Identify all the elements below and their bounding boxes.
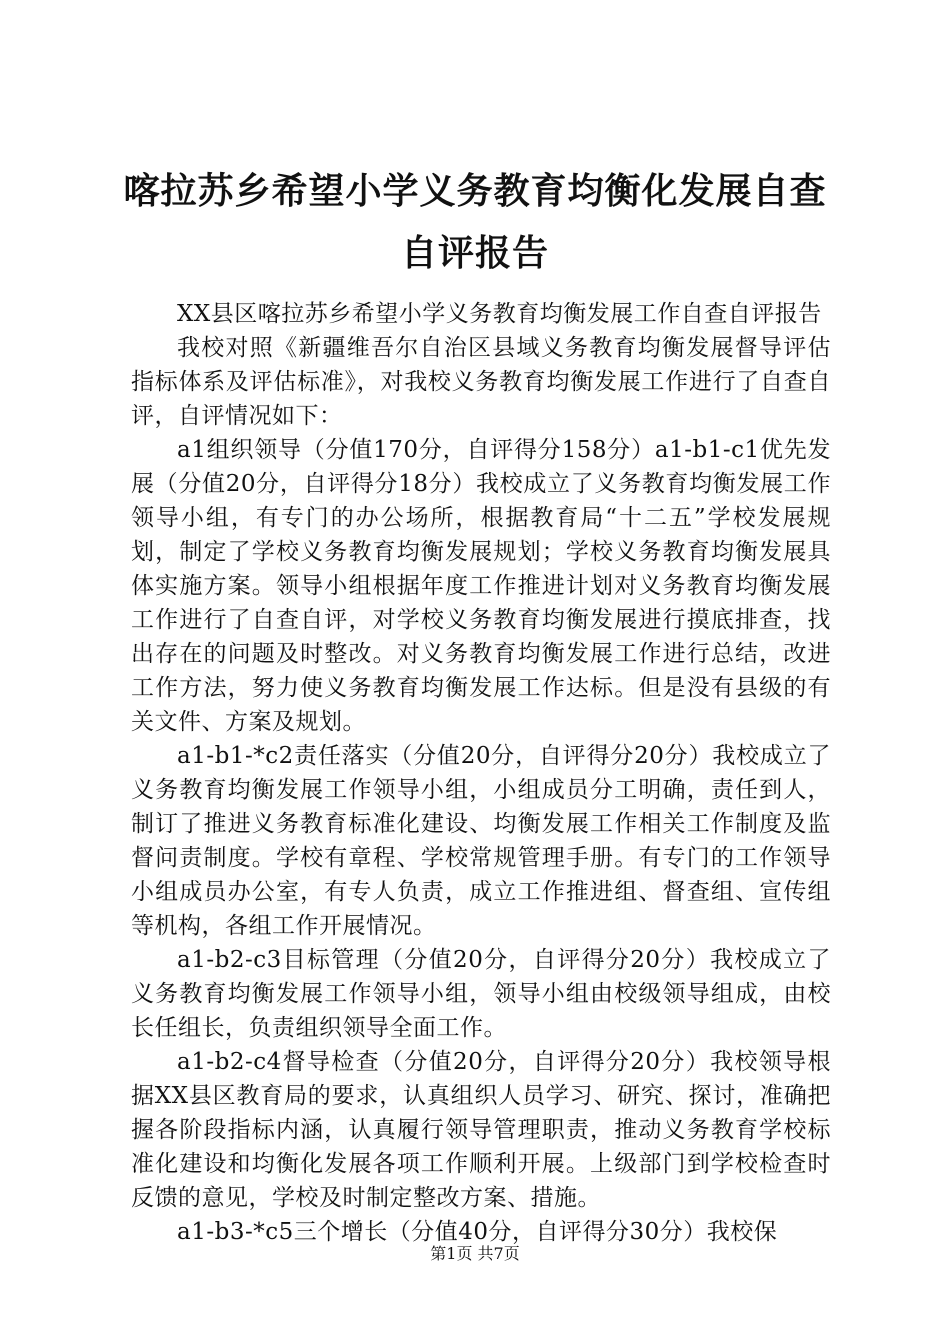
document-title: 喀拉苏乡希望小学义务教育均衡化发展自查自评报告 xyxy=(123,170,827,274)
document-body xyxy=(131,297,831,1249)
paragraph-heading: XX县区喀拉苏乡希望小学义务教育均衡发展工作自查自评报告 xyxy=(177,301,822,327)
paragraph-c4: a1-b2-c4督导检查（分值20分，自评得分20分）我校领导根据XX县区教育局的要求，认真组织人员学习、研究、探讨，准确把握各阶段指标内涵，认真履行领导管理职责，推动义务教育学校标准化建设和均衡化发展各项工作顺利开展。上级部门到学校检查时反馈的意见，学校及时制定整改方案、措施。 xyxy=(131,1049,831,1211)
paragraph-c5: a1-b3-*c5三个增长（分值40分，自评得分30分）我校保 xyxy=(177,1219,778,1245)
paragraph-intro: 我校对照《新疆维吾尔自治区县域义务教育均衡发展督导评估指标体系及评估标准》，对我校义务教育均衡发展工作进行了自查自评，自评情况如下： xyxy=(131,335,831,429)
paragraph-c3: a1-b2-c3目标管理（分值20分，自评得分20分）我校成立了义务教育均衡发展工作领导小组，领导小组由校级领导组成，由校长任组长，负责组织领导全面工作。 xyxy=(131,947,831,1041)
paragraph-c2: a1-b1-*c2责任落实（分值20分，自评得分20分）我校成立了义务教育均衡发展工作领导小组，小组成员分工明确，责任到人，制订了推进义务教育标准化建设、均衡发展工作相关工作制度及监督问责制度。学校有章程、学校常规管理手册。有专门的工作领导小组成员办公室，有专人负责，成立工作推进组、督查组、宣传组等机构，各组工作开展情况。 xyxy=(131,743,831,939)
paragraph-c1: a1组织领导（分值170分，自评得分158分）a1-b1-c1优先发展（分值20分，自评得分18分）我校成立了义务教育均衡发展工作领导小组，有专门的办公场所，根据教育局“十二五”学校发展规划，制定了学校义务教育均衡发展规划；学校义务教育均衡发展具体实施方案。领导小组根据年度工作推进计划对义务教育均衡发展工作进行了自查自评，对学校义务教育均衡发展进行摸底排查，找出存在的问题及时整改。对义务教育均衡发展工作进行总结，改进工作方法，努力使义务教育均衡发展工作达标。但是没有县级的有关文件、方案及规划。 xyxy=(131,437,831,735)
page-number-footer: 第1页 共7页 xyxy=(430,1244,520,1263)
